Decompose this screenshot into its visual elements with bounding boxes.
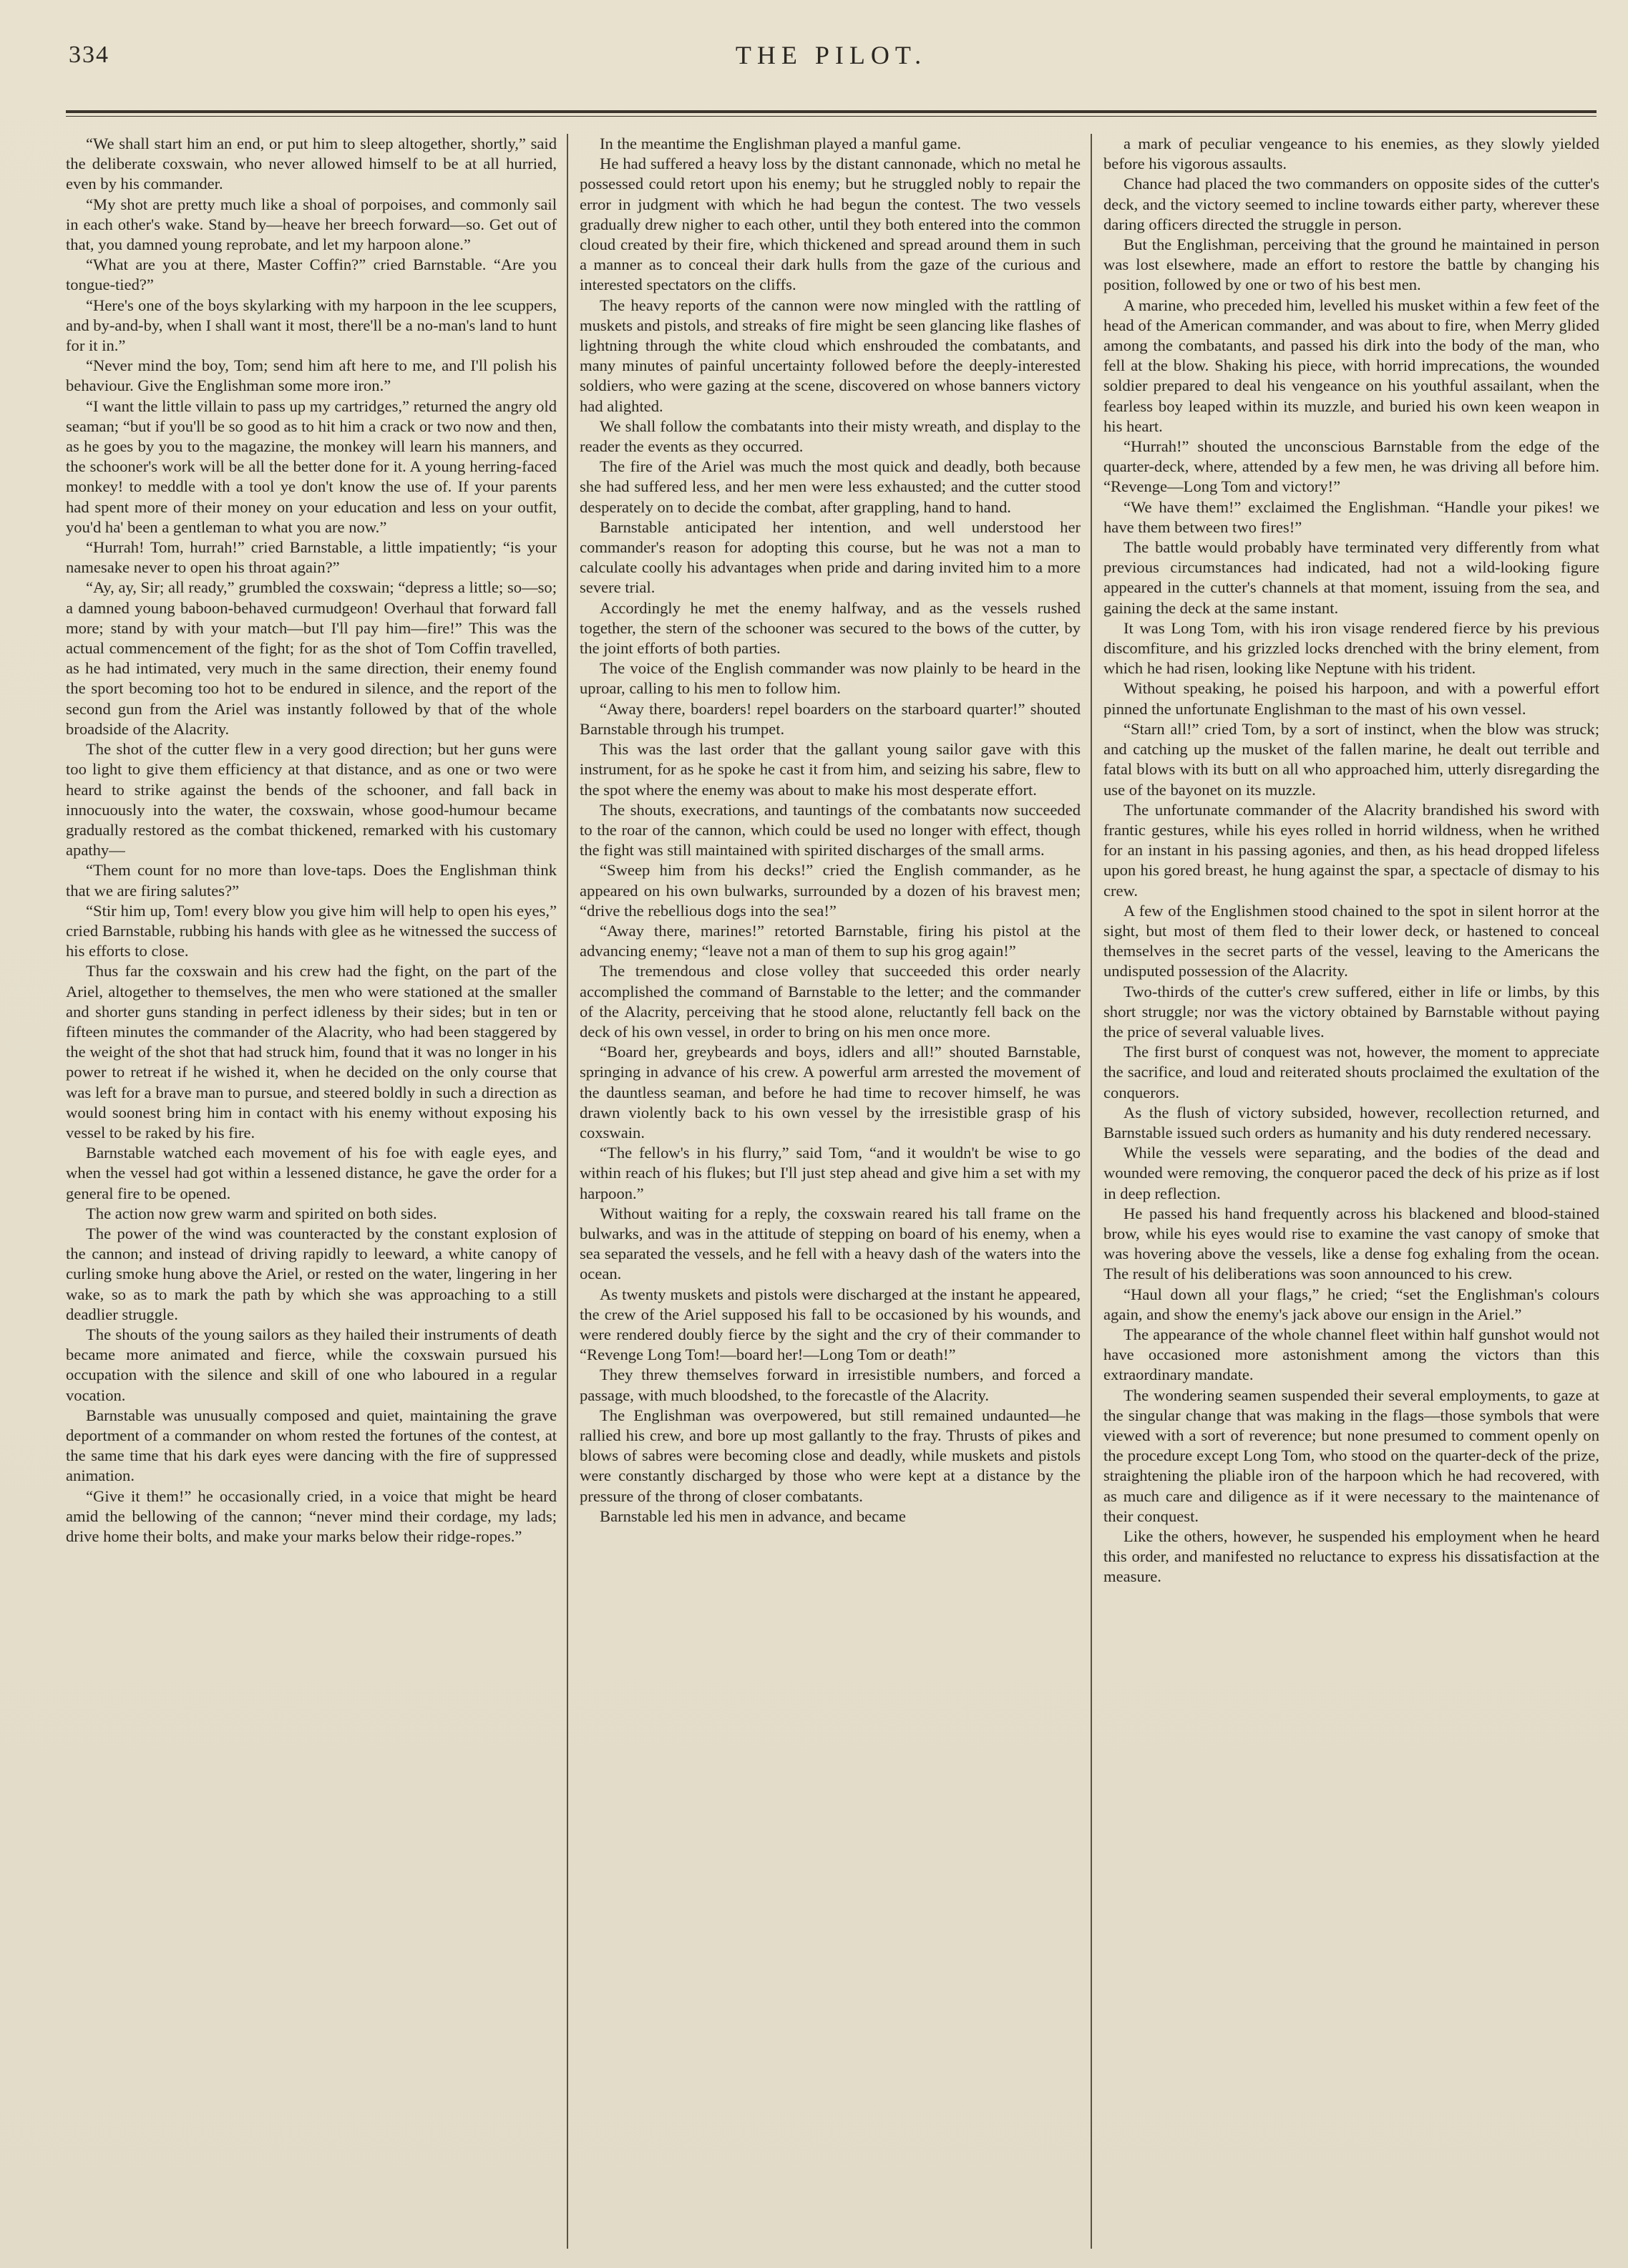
paragraph: The wondering seamen suspended their several employments, to gaze at the singular change that was making in the flags—those symbols that were viewed with a sort of reverence; but none presumed to comment openly on the procedure except Long Tom, who stood on the quarter-deck of the prize, straightening the pliable iron of the harpoon which he had recovered, with as much care and diligence as if it were necessary to the maintenance of their conquest. xyxy=(1103,1386,1599,1525)
paragraph: Barnstable was unusually composed and quiet, maintaining the grave deportment of a commander on whom rested the fortunes of the contest, at the same time that his dark eyes were dancing with the fire of suppressed animation. xyxy=(66,1406,557,1485)
paragraph: As twenty muskets and pistols were discharged at the instant he appeared, the crew of the Ariel supposed his fall to be occasioned by his wounds, and were rendered doubly fierce by the sight and the cry of their commander to “Revenge Long Tom!—board her!—Long Tom or death!” xyxy=(580,1285,1081,1364)
paragraph: This was the last order that the gallant young sailor gave with this instrument, for as he spoke he cast it from him, and seizing his sabre, flew to the spot where the enemy was about to make his most desperate effort. xyxy=(580,740,1081,799)
paragraph: The power of the wind was counteracted by the constant explosion of the cannon; and instead of driving rapidly to leeward, a white canopy of curling smoke hung above the Ariel, or rested on the water, lingering in her wake, so as to mark the path by which she was approaching to a still deadlier struggle. xyxy=(66,1224,557,1323)
paragraph: “Stir him up, Tom! every blow you give him will help to open his eyes,” cried Barnstable, rubbing his hands with glee as he witnessed the success of his efforts to close. xyxy=(66,901,557,960)
header-rule-thin xyxy=(66,116,1597,117)
paragraph: “Give it them!” he occasionally cried, in a voice that might be heard amid the bellowing of the cannon; “never mind their cordage, my lads; drive home their bolts, and make your marks below their ridge-ropes.” xyxy=(66,1486,557,1546)
paragraph: “Haul down all your flags,” he cried; “set the Englishman's colours again, and show the enemy's jack above our ensign in the Ariel.” xyxy=(1103,1285,1599,1323)
paragraph: Barnstable watched each movement of his foe with eagle eyes, and when the vessel had got within a lessened distance, he gave the order for a general fire to be opened. xyxy=(66,1144,557,1202)
paragraph: Two-thirds of the cutter's crew suffered, either in life or limbs, by this short struggle; nor was the victory obtained by Barnstable without paying the price of several valuable lives. xyxy=(1103,982,1599,1041)
paragraph: The heavy reports of the cannon were now mingled with the rattling of muskets and pistols, and streaks of fire might be seen glancing like flashes of lightning through the white cloud which enshrouded the combatants, and many minutes of painful uncertainty followed before the deeply-interested soldiers, who were gazing at the scene, discovered on whose banners victory had alighted. xyxy=(580,296,1081,415)
running-title: THE PILOT. xyxy=(735,41,927,69)
paragraph: The action now grew warm and spirited on both sides. xyxy=(86,1204,437,1222)
paragraph: Barnstable led his men in advance, and became xyxy=(600,1507,906,1525)
paragraph: “Never mind the boy, Tom; send him aft here to me, and I'll polish his behaviour. Give the Englishman some more iron.” xyxy=(66,356,557,395)
paragraph: “The fellow's in his flurry,” said Tom, “and it wouldn't be wise to go within reach of his flukes; but I'll just step ahead and give him a set with my harpoon.” xyxy=(580,1144,1081,1202)
paragraph: The fire of the Ariel was much the most quick and deadly, both because she had suffered less, and her men were less exhausted; and the cutter stood desperately on to decide the combat, after grappling, hand to hand. xyxy=(580,457,1081,516)
paragraph: “We have them!” exclaimed the Englishman. “Handle your pikes! we have them between two fires!” xyxy=(1103,497,1599,536)
paragraph: The first burst of conquest was not, however, the moment to appreciate the sacrifice, and loud and reiterated shouts proclaimed the exultation of the conquerors. xyxy=(1103,1043,1599,1101)
column-3 xyxy=(1091,134,1599,2249)
paragraph: A marine, who preceded him, levelled his musket within a few feet of the head of the American commander, and was about to fire, when Merry glided among the combatants, and passed his dirk into the body of the man, who fell at the blow. Shaking his piece, with horrid imprecations, the wounded soldier prepared to deal his vengeance on his youthful assailant, when the fearless boy leaped within its muzzle, and buried his own keen weapon in his heart. xyxy=(1103,296,1599,435)
paragraph: But the Englishman, perceiving that the ground he maintained in person was lost elsewhere, made an effort to restore the battle by changing his position, followed by one or two of his best men. xyxy=(1103,235,1599,294)
page-header xyxy=(66,36,1597,76)
paragraph: “Board her, greybeards and boys, idlers and all!” shouted Barnstable, springing in advance of his crew. A powerful arm arrested the movement of the dauntless seaman, and before he had time to recover himself, he was drawn violently back to his own vessel by the irresistible grasp of his coxswain. xyxy=(580,1043,1081,1142)
column-1 xyxy=(66,134,567,2249)
paragraph: The Englishman was overpowered, but still remained undaunted—he rallied his crew, and bore up most gallantly to the fray. Thrusts of pikes and blows of sabres were becoming close and deadly, while muskets and pistols were constantly discharged by those who were kept at a distance by the pressure of the throng of closer combatants. xyxy=(580,1406,1081,1505)
paragraph: Without speaking, he poised his harpoon, and with a powerful effort pinned the unfortunate Englishman to the mast of his own vessel. xyxy=(1103,679,1599,718)
paragraph: “Sweep him from his decks!” cried the English commander, as he appeared on his own bulwarks, surrounded by a dozen of his bravest men; “drive the rebellious dogs into the sea!” xyxy=(580,861,1081,920)
paragraph: The unfortunate commander of the Alacrity brandished his sword with frantic gestures, while his eyes rolled in horrid wildness, when he writhed for an instant in his passing agonies, and then, as his head dropped lifeless upon his gored breast, he hung against the spar, a spectacle of dismay to his crew. xyxy=(1103,800,1599,900)
paragraph: The shot of the cutter flew in a very good direction; but her guns were too light to give them efficiency at that distance, and as one or two were heard to strike against the bends of the schooner, and fall back in innocuously into the water, the coxswain, whose good-humour became gradually restored as the combat thickened, remarked with his customary apathy— xyxy=(66,740,557,860)
paragraph: a mark of peculiar vengeance to his enemies, as they slowly yielded before his vigorous assaults. xyxy=(1103,135,1599,173)
paragraph: “Hurrah!” shouted the unconscious Barnstable from the edge of the quarter-deck, where, attended by a few men, he was driving all before him. “Revenge—Long Tom and victory!” xyxy=(1103,437,1599,496)
page-number: 334 xyxy=(69,42,109,68)
paragraph: “Ay, ay, Sir; all ready,” grumbled the coxswain; “depress a little; so—so; a damned young baboon-behaved curmudgeon! Overhaul that forward fall more; stand by with your match—but I'll pay him—fire!” This was the actual commencement of the fight; for as the shot of Tom Coffin travelled, as he had intimated, very much in the same direction, their enemy found the sport becoming too hot to be endured in silence, and the report of the second gun from the Ariel was instantly followed by that of the whole broadside of the Alacrity. xyxy=(66,578,557,738)
paragraph: Thus far the coxswain and his crew had the fight, on the part of the Ariel, altogether to themselves, the men who were stationed at the smaller and shorter guns standing in perfect idleness by their sides; but in ten or fifteen minutes the commander of the Alacrity, who had been staggered by the weight of the shot that had struck him, found that it was no longer in his power to retreat if he wished it, when he decided on the only course that was left for a brave man to pursue, and steered boldly in such a direction as would soonest bring him in contact with his enemy without exposing his vessel to be raked by his fire. xyxy=(66,962,557,1142)
paragraph: “Them count for no more than love-taps. Does the Englishman think that we are firing salutes?” xyxy=(66,861,557,900)
paragraph: “Away there, boarders! repel boarders on the starboard quarter!” shouted Barnstable through his trumpet. xyxy=(580,699,1081,738)
paragraph: “Hurrah! Tom, hurrah!” cried Barnstable, a little impatiently; “is your namesake never to open his throat again?” xyxy=(66,538,557,577)
paragraph: It was Long Tom, with his iron visage rendered fierce by his previous discomfiture, and his grizzled locks drenched with the briny element, from which he had risen, looking like Neptune with his trident. xyxy=(1103,618,1599,678)
paragraph: The voice of the English commander was now plainly to be heard in the uproar, calling to his men to follow him. xyxy=(580,659,1081,698)
paragraph: While the vessels were separating, and the bodies of the dead and wounded were removing, the conqueror paced the deck of his prize as if lost in deep reflection. xyxy=(1103,1144,1599,1202)
paragraph: The battle would probably have terminated very differently from what previous circumstances had indicated, had not a wild-looking figure appeared in the cutter's channels at that moment, issuing from the sea, and gaining the deck at the same instant. xyxy=(1103,538,1599,617)
paragraph: “Away there, marines!” retorted Barnstable, firing his pistol at the advancing enemy; “leave not a man of them to sup his grog again!” xyxy=(580,921,1081,960)
paragraph: Barnstable anticipated her intention, and well understood her commander's reason for adopting this course, but he was not a man to calculate coolly his advantages when pride and daring invited him to a more severe trial. xyxy=(580,517,1081,597)
paragraph: A few of the Englishmen stood chained to the spot in silent horror at the sight, but most of them fled to their lower deck, or hastened to conceal themselves in the secret parts of the vessel, leaving to the Americans the undisputed possession of the Alacrity. xyxy=(1103,901,1599,980)
paragraph: The appearance of the whole channel fleet within half gunshot would not have occasioned more astonishment among the victors than this extraordinary mandate. xyxy=(1103,1325,1599,1384)
paragraph: The shouts of the young sailors as they hailed their instruments of death became more animated and fierce, while the coxswain pursued his occupation with the silence and skill of one who laboured in a regular vocation. xyxy=(66,1325,557,1404)
paragraph: “Here's one of the boys skylarking with my harpoon in the lee scuppers, and by-and-by, when I shall want it most, there'll be a no-man's land to hunt for it in.” xyxy=(66,296,557,355)
paragraph: We shall follow the combatants into their misty wreath, and display to the reader the events as they occurred. xyxy=(580,417,1081,456)
text-columns xyxy=(66,134,1599,2249)
paragraph: They threw themselves forward in irresistible numbers, and forced a passage, with much bloodshed, to the forecastle of the Alacrity. xyxy=(580,1366,1081,1404)
header-rule-thick xyxy=(66,110,1597,113)
column-2 xyxy=(567,134,1091,2249)
paragraph: “We shall start him an end, or put him to sleep altogether, shortly,” said the deliberate coxswain, who never allowed himself to be at all hurried, even by his commander. xyxy=(66,135,557,193)
paragraph: The shouts, execrations, and tauntings of the combatants now succeeded to the roar of the cannon, which could be used no longer with effect, though the fight was still maintained with spirited discharges of the small arms. xyxy=(580,800,1081,860)
paragraph: Chance had placed the two commanders on opposite sides of the cutter's deck, and the victory seemed to incline towards either party, wherever these daring officers directed the struggle in person. xyxy=(1103,175,1599,233)
paragraph: As the flush of victory subsided, however, recollection returned, and Barnstable issued such orders as humanity and his duty rendered necessary. xyxy=(1103,1103,1599,1142)
paragraph: He had suffered a heavy loss by the distant cannonade, which no metal he possessed could retort upon his enemy; but he struggled nobly to repair the error in judgment with which he had begun the contest. The two vessels gradually drew nigher to each other, until they both entered into the common cloud created by their fire, which thickened and spread around them in such a manner as to conceal their dark hulls from the gaze of the curious and interested spectators on the cliffs. xyxy=(580,155,1081,294)
paragraph: “What are you at there, Master Coffin?” cried Barnstable. “Are you tongue-tied?” xyxy=(66,255,557,294)
paragraph: “I want the little villain to pass up my cartridges,” returned the angry old seaman; “but if you'll be so good as to hit him a crack or two now and then, as he goes by you to the magazine, the monkey will learn his manners, and the schooner's work will be all the better done for it. A young herring-faced monkey! to meddle with a tool ye don't know the use of. If your parents had spent more of their money on your education and less on your outfit, you'd ha' been a gentleman to what you are now.” xyxy=(66,396,557,536)
paragraph: Accordingly he met the enemy halfway, and as the vessels rushed together, the stern of the schooner was secured to the bows of the cutter, by the joint efforts of both parties. xyxy=(580,598,1081,658)
paragraph: Without waiting for a reply, the coxswain reared his tall frame on the bulwarks, and was in the attitude of stepping on board of his enemy, when a sea separated the vessels, and he fell with a heavy dash of the waters into the ocean. xyxy=(580,1204,1081,1283)
paragraph: “Starn all!” cried Tom, by a sort of instinct, when the blow was struck; and catching up the musket of the fallen marine, he dealt out terrible and fatal blows with its butt on all who approached him, utterly disregarding the use of the bayonet on its muzzle. xyxy=(1103,719,1599,799)
paragraph: “My shot are pretty much like a shoal of porpoises, and commonly sail in each other's wake. Stand by—heave her breech forward—so. Get out of that, you damned young reprobate, and let my harpoon alone.” xyxy=(66,195,557,254)
paragraph: He passed his hand frequently across his blackened and blood-stained brow, while his eyes would rise to examine the vast canopy of smoke that was hovering above the vessels, like a dense fog exhaling from the ocean. The result of his deliberations was soon announced to his crew. xyxy=(1103,1204,1599,1283)
paragraph: Like the others, however, he suspended his employment when he heard this order, and manifested no reluctance to express his dissatisfaction at the measure. xyxy=(1103,1527,1599,1586)
paragraph: The tremendous and close volley that succeeded this order nearly accomplished the command of Barnstable to the letter; and the commander of the Alacrity, perceiving that he stood alone, reluctantly fell back on the deck of his own vessel, in order to bring on his men once more. xyxy=(580,962,1081,1041)
paragraph: In the meantime the Englishman played a manful game. xyxy=(600,135,962,152)
